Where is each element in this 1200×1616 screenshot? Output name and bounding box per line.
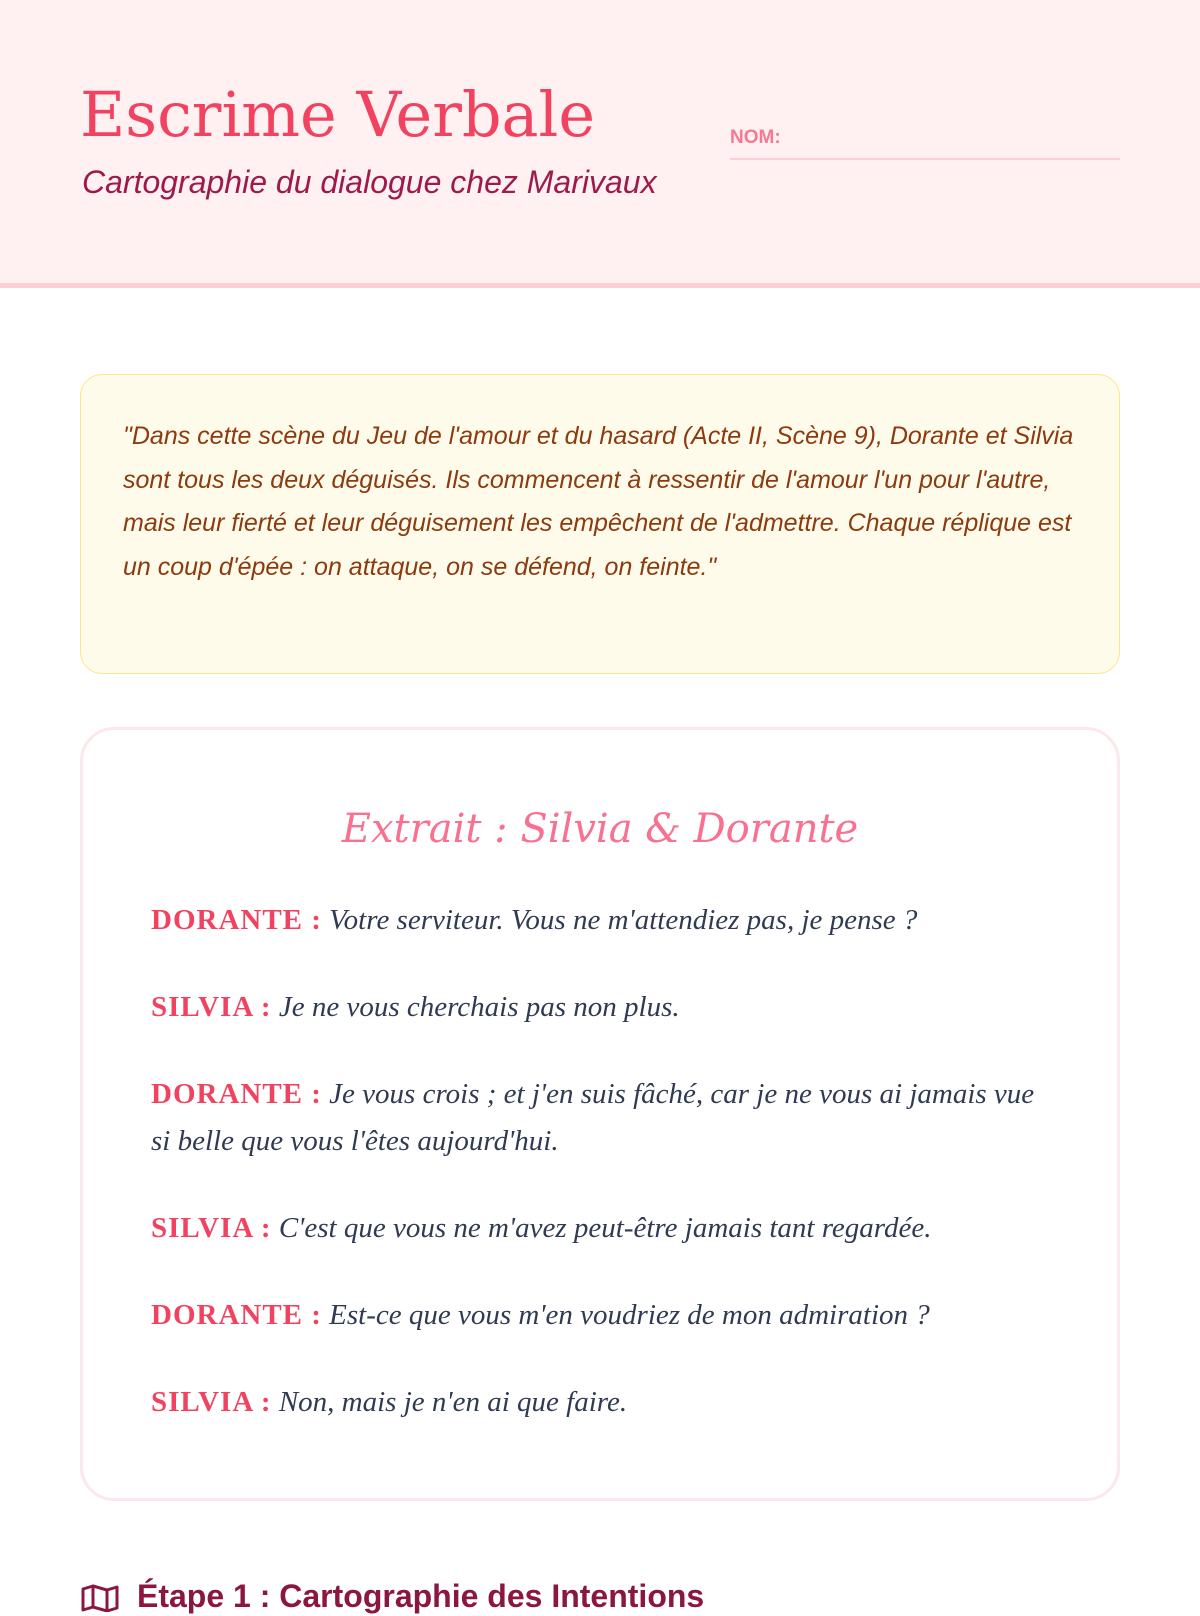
name-field: [730, 126, 1120, 160]
line-text: Votre serviteur. Vous ne m'attendiez pas, je pense ?: [329, 904, 918, 936]
speaker-label: DORANTE :: [151, 1298, 322, 1331]
section-heading-text: Étape 1 : Cartographie des Intentions: [137, 1578, 705, 1614]
intro-box: [80, 374, 1120, 674]
speaker-label: SILVIA :: [151, 1385, 272, 1418]
dialogue-line: [151, 1379, 1051, 1426]
dialogue-line: [151, 1205, 1051, 1252]
page-title: Escrime Verbale: [80, 78, 596, 151]
dialogue-line: [151, 1071, 1051, 1164]
page-subtitle: Cartographie du dialogue chez Marivaux: [82, 164, 657, 200]
line-text: C'est que vous ne m'avez peut-être jamais tant regardée.: [278, 1211, 932, 1244]
map-icon: [80, 1584, 120, 1612]
excerpt-card: [80, 727, 1120, 1501]
excerpt-title: Extrait : Silvia & Dorante: [341, 806, 859, 852]
name-input[interactable]: [786, 126, 1116, 156]
dialogue-line: [151, 897, 1051, 944]
line-text: Je ne vous cherchais pas non plus.: [278, 991, 680, 1023]
line-text: Non, mais je n'en ai que faire.: [278, 1385, 628, 1418]
speaker-label: SILVIA :: [151, 1211, 272, 1244]
speaker-label: DORANTE :: [151, 904, 322, 936]
intro-text: "Dans cette scène du Jeu de l'amour et du hasard (Acte II, Scène 9), Dorante et Silvia sont tous les deux déguisés. Ils commencent à ressentir de l'amour l'un pour l'autre, mais leur fierté et leur déguisement les empêchent de l'admettre. Chaque réplique est un coup d'épée : on attaque, on se défend, on feinte.": [123, 422, 1074, 581]
line-text: Je vous crois ; et j'en suis fâché, car je ne vous ai jamais vue si belle que vous l'êtes aujourd'hui.: [151, 1078, 1035, 1157]
name-label: NOM:: [730, 127, 781, 148]
speaker-label: DORANTE :: [151, 1078, 322, 1110]
speaker-label: SILVIA :: [151, 991, 272, 1023]
dialogue-line: [151, 984, 1051, 1031]
worksheet-header: [0, 0, 1200, 288]
dialogue: [151, 897, 1051, 1466]
dialogue-line: [151, 1292, 1051, 1339]
line-text: Est-ce que vous m'en voudriez de mon admiration ?: [329, 1298, 930, 1331]
